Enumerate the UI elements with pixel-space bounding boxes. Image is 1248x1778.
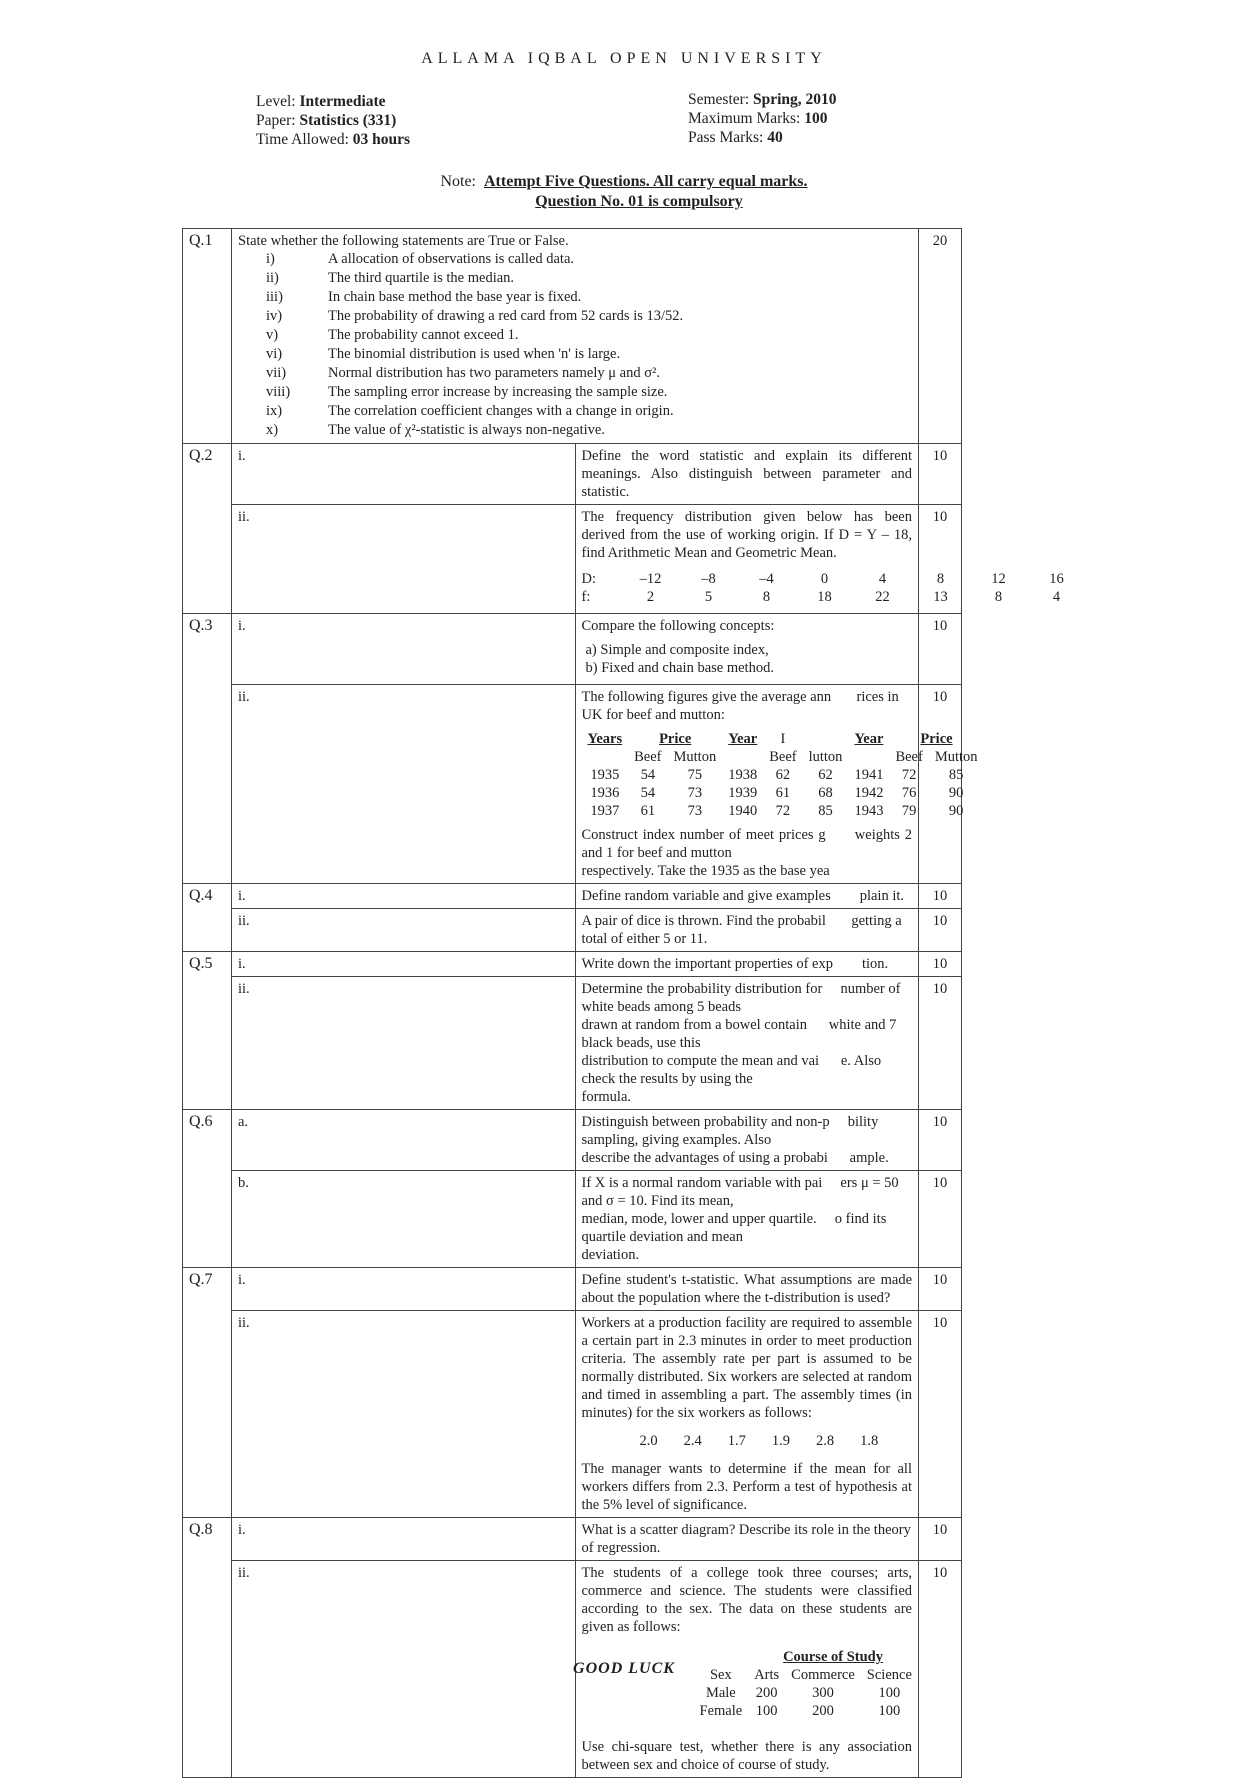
d-value: 16 bbox=[1049, 571, 1064, 587]
price-cell: 1940 bbox=[728, 803, 758, 819]
price-cell: 61 bbox=[775, 785, 791, 801]
paper-value: Statistics (331) bbox=[299, 112, 397, 129]
d-value: –12 bbox=[639, 571, 662, 587]
part-label: ii. bbox=[232, 1311, 576, 1518]
course-cell: Male bbox=[705, 1685, 736, 1701]
marks: 10 bbox=[919, 884, 962, 909]
part-label: i. bbox=[232, 1518, 576, 1561]
question-number: Q.6 bbox=[183, 1110, 232, 1268]
max-marks-label: Maximum Marks: bbox=[688, 110, 805, 127]
marks: 10 bbox=[919, 444, 962, 505]
course-cell: Female bbox=[699, 1703, 743, 1719]
part-body bbox=[575, 1110, 919, 1171]
statement-number: viii) bbox=[266, 384, 291, 400]
price-cell: 79 bbox=[901, 803, 917, 819]
question-row-5ii bbox=[183, 977, 962, 1110]
part-label: ii. bbox=[232, 977, 576, 1110]
question-number: Q.8 bbox=[183, 1518, 232, 1778]
f-label: f: bbox=[581, 589, 591, 605]
course-cell: 200 bbox=[812, 1703, 834, 1719]
assembly-time-value: 2.8 bbox=[816, 1433, 835, 1449]
statement-text: In chain base method the base year is fixed. bbox=[328, 289, 582, 305]
level-label: Level: bbox=[256, 93, 300, 110]
part-body bbox=[575, 614, 919, 685]
part-text-right: rices in UK for beef and mutton: bbox=[581, 689, 899, 723]
col-mutton-3: Mutton bbox=[934, 749, 978, 765]
question-row-7ii bbox=[183, 1311, 962, 1518]
price-cell: 1938 bbox=[728, 767, 758, 783]
assembly-time-value: 1.9 bbox=[771, 1433, 790, 1449]
pass-marks-label: Pass Marks: bbox=[688, 129, 768, 146]
line-2-right: white and 7 black beads, use this bbox=[581, 1017, 897, 1051]
statement-text: The sampling error increase by increasing the sample size. bbox=[328, 384, 668, 400]
price-cell: 85 bbox=[948, 767, 964, 783]
col-price-2-cut: I bbox=[780, 731, 786, 747]
price-cell: 76 bbox=[901, 785, 917, 801]
marks: 10 bbox=[919, 909, 962, 952]
price-cell: 75 bbox=[687, 767, 703, 783]
part-body bbox=[575, 1171, 919, 1268]
course-cell: 200 bbox=[755, 1685, 778, 1701]
course-col-header: Arts bbox=[754, 1667, 780, 1683]
note-line-1: Attempt Five Questions. All carry equal marks. bbox=[484, 173, 808, 190]
statement-number: v) bbox=[266, 327, 279, 343]
col-year-3: Year bbox=[854, 731, 884, 747]
line-4: formula. bbox=[581, 1089, 632, 1105]
part-label: ii. bbox=[232, 1561, 576, 1778]
col-mutton-1: Mutton bbox=[673, 749, 717, 765]
part-text-left: Define random variable and give examples bbox=[581, 888, 831, 904]
concept-a: a) Simple and composite index, bbox=[585, 642, 769, 658]
price-cell: 62 bbox=[775, 767, 791, 783]
price-cell: 90 bbox=[948, 785, 964, 801]
line-1-left: If X is a normal random variable with pai bbox=[581, 1175, 823, 1191]
part-body bbox=[575, 977, 919, 1110]
d-value: 4 bbox=[878, 571, 887, 587]
assembly-times bbox=[640, 1432, 913, 1450]
price-cell: 68 bbox=[818, 785, 833, 801]
statement-text: A allocation of observations is called data. bbox=[328, 251, 575, 267]
part-text-left: The following figures give the average ann bbox=[581, 689, 832, 705]
statement-text: The binomial distribution is used when 'n' is large. bbox=[328, 346, 621, 362]
part-text: What is a scatter diagram? Describe its role in the theory of regression. bbox=[575, 1518, 919, 1561]
statement-number: ix) bbox=[266, 403, 283, 419]
marks: 10 bbox=[919, 977, 962, 1110]
statement-list bbox=[266, 250, 912, 440]
note-label: Note: bbox=[440, 173, 476, 190]
note-line-2: Question No. 01 is compulsory bbox=[535, 193, 743, 210]
course-row bbox=[694, 1684, 918, 1702]
price-cell: 90 bbox=[948, 803, 964, 819]
line-2-left: median, mode, lower and upper quartile. bbox=[581, 1211, 817, 1227]
course-cell: 100 bbox=[755, 1703, 778, 1719]
part-label: i. bbox=[232, 952, 576, 977]
question-text: State whether the following statements are True or False. bbox=[238, 233, 569, 249]
part-label: ii. bbox=[232, 505, 576, 614]
statement-number: x) bbox=[266, 422, 279, 438]
part-text-2-left: Construct index number of meet prices g bbox=[581, 827, 826, 843]
price-cell: 1937 bbox=[590, 803, 620, 819]
line-1-right: bility sampling, giving examples. Also bbox=[581, 1114, 879, 1148]
question-row-4i bbox=[183, 884, 962, 909]
line-3: deviation. bbox=[581, 1247, 640, 1263]
question-body bbox=[232, 229, 919, 444]
time-label: Time Allowed: bbox=[256, 131, 353, 148]
part-text-2: The manager wants to determine if the mean for all workers differs from 2.3. Perform a test of hypothesis at the 5% level of significance. bbox=[581, 1461, 912, 1513]
statement-text: Normal distribution has two parameters namely μ and σ². bbox=[328, 365, 661, 381]
line-1-left: Distinguish between probability and non-p bbox=[581, 1114, 830, 1130]
d-value: –8 bbox=[701, 571, 716, 587]
line-2-right: o find its quartile deviation and mean bbox=[581, 1211, 887, 1245]
part-text-right: tion. bbox=[861, 956, 889, 972]
d-value: 12 bbox=[991, 571, 1006, 587]
part-text-2-right: weights 2 and 1 for beef and mutton bbox=[581, 827, 913, 861]
course-row bbox=[694, 1702, 918, 1720]
price-cell: 54 bbox=[640, 785, 656, 801]
price-cell: 72 bbox=[775, 803, 791, 819]
footer-good-luck: GOOD LUCK bbox=[573, 1660, 675, 1677]
price-cell: 73 bbox=[687, 785, 703, 801]
assembly-time-value: 2.0 bbox=[639, 1433, 658, 1449]
statement-number: vi) bbox=[266, 346, 283, 362]
part-label: i. bbox=[232, 884, 576, 909]
max-marks-value: 100 bbox=[804, 110, 828, 127]
price-cell: 62 bbox=[818, 767, 833, 783]
statement-number: i) bbox=[266, 251, 275, 267]
f-value: 18 bbox=[817, 589, 832, 605]
question-row-6a bbox=[183, 1110, 962, 1171]
course-cell: 100 bbox=[878, 1685, 901, 1701]
question-row-2ii bbox=[183, 505, 962, 614]
university-name: ALLAMA IQBAL OPEN UNIVERSITY bbox=[421, 50, 827, 67]
part-text-right: getting a total of either 5 or 11. bbox=[581, 913, 902, 947]
statement-text: The probability cannot exceed 1. bbox=[328, 327, 519, 343]
course-table bbox=[694, 1648, 918, 1720]
part-body bbox=[575, 1311, 919, 1518]
f-value: 4 bbox=[1052, 589, 1061, 605]
statement-text: The value of χ²-statistic is always non-negative. bbox=[328, 422, 605, 438]
pass-marks-value: 40 bbox=[767, 129, 783, 146]
line-2-left: describe the advantages of using a probabi bbox=[581, 1150, 828, 1166]
marks: 10 bbox=[919, 685, 962, 884]
marks: 10 bbox=[919, 1171, 962, 1268]
line-1-right: number of white beads among 5 beads bbox=[581, 981, 901, 1015]
col-price-1: Price bbox=[659, 731, 692, 747]
part-text: Define student's t-statistic. What assumptions are made about the population where the t-distribution is used? bbox=[575, 1268, 919, 1311]
part-label: i. bbox=[232, 1268, 576, 1311]
part-label: ii. bbox=[232, 685, 576, 884]
statement-number: iv) bbox=[266, 308, 283, 324]
assembly-time-value: 1.8 bbox=[860, 1433, 879, 1449]
part-text-3: respectively. Take the 1935 as the base yea bbox=[581, 863, 830, 879]
part-text: Compare the following concepts: bbox=[581, 618, 775, 634]
assembly-time-value: 2.4 bbox=[683, 1433, 702, 1449]
part-text-left: A pair of dice is thrown. Find the probabil bbox=[581, 913, 826, 929]
question-row-3i bbox=[183, 614, 962, 685]
col-years: Years bbox=[587, 731, 623, 747]
col-year-2: Year bbox=[728, 731, 758, 747]
price-cell: 61 bbox=[640, 803, 656, 819]
d-value: –4 bbox=[759, 571, 774, 587]
price-cell: 1936 bbox=[590, 785, 620, 801]
line-3-right: e. Also check the results by using the bbox=[581, 1053, 882, 1087]
d-values-row bbox=[581, 570, 1064, 588]
part-text: Workers at a production facility are required to assemble a certain part in 2.3 minutes in order to meet production criteria. The assembly rate per part is assumed to be normally distributed. Six workers are selected at random and timed in assembling a part. The assembly times (in minutes) for the six workers as follows: bbox=[581, 1315, 912, 1421]
question-number: Q.1 bbox=[183, 229, 232, 444]
statement-number: vii) bbox=[266, 365, 287, 381]
price-cell: 1935 bbox=[590, 767, 620, 783]
marks: 10 bbox=[919, 1518, 962, 1561]
statement-text: The probability of drawing a red card from 52 cards is 13/52. bbox=[328, 308, 684, 324]
col-beef-3: Beef bbox=[895, 749, 923, 765]
f-value: 5 bbox=[704, 589, 713, 605]
marks: 10 bbox=[919, 1268, 962, 1311]
question-number: Q.7 bbox=[183, 1268, 232, 1518]
marks: 10 bbox=[919, 1110, 962, 1171]
course-col-header: Sex bbox=[709, 1667, 732, 1683]
part-text: The students of a college took three courses; arts, commerce and science. The students were classified according to the sex. The data on these students are given as follows: bbox=[581, 1565, 912, 1635]
price-cell: 72 bbox=[901, 767, 917, 783]
statement-number: iii) bbox=[266, 289, 283, 305]
line-2-right: ample. bbox=[849, 1150, 889, 1166]
part-text: Define the word statistic and explain its different meanings. Also distinguish between parameter and statistic. bbox=[575, 444, 919, 505]
marks: 10 bbox=[919, 505, 962, 614]
f-value: 8 bbox=[762, 589, 771, 605]
semester-value: Spring, 2010 bbox=[753, 91, 837, 108]
level-value: Intermediate bbox=[299, 93, 386, 110]
paper-info-right bbox=[688, 90, 837, 147]
question-row-7i bbox=[183, 1268, 962, 1311]
part-label: i. bbox=[232, 444, 576, 505]
price-cell: 1939 bbox=[728, 785, 758, 801]
part-text-2: Use chi-square test, whether there is any association between sex and choice of course of study. bbox=[581, 1739, 912, 1773]
part-label: b. bbox=[232, 1171, 576, 1268]
paper-info-left bbox=[256, 92, 410, 149]
col-price-3: Price bbox=[920, 731, 953, 747]
part-text-left: Write down the important properties of exp bbox=[581, 956, 833, 972]
course-heading: Course of Study bbox=[783, 1649, 883, 1665]
marks: 10 bbox=[919, 952, 962, 977]
statement-number: ii) bbox=[266, 270, 279, 286]
col-beef-1: Beef bbox=[634, 749, 662, 765]
time-value: 03 hours bbox=[352, 131, 411, 148]
question-row-8i bbox=[183, 1518, 962, 1561]
question-row-3ii bbox=[183, 685, 962, 884]
concept-list bbox=[586, 641, 913, 677]
question-table bbox=[182, 228, 1064, 1778]
f-value: 2 bbox=[646, 589, 655, 605]
semester-label: Semester: bbox=[688, 91, 753, 108]
marks: 10 bbox=[919, 1311, 962, 1518]
line-3-left: distribution to compute the mean and vai bbox=[581, 1053, 820, 1069]
marks: 10 bbox=[919, 614, 962, 685]
statement-text: The third quartile is the median. bbox=[328, 270, 515, 286]
question-number: Q.3 bbox=[183, 614, 232, 884]
course-col-header: Commerce bbox=[791, 1667, 855, 1683]
line-2-left: drawn at random from a bowel contain bbox=[581, 1017, 807, 1033]
d-value: 8 bbox=[936, 571, 945, 587]
part-label: i. bbox=[232, 614, 576, 685]
marks: 20 bbox=[919, 229, 962, 444]
question-number: Q.4 bbox=[183, 884, 232, 952]
d-value: 0 bbox=[820, 571, 829, 587]
part-text: The frequency distribution given below has been derived from the use of working origin. If D = Y – 18, find Arithmetic Mean and Geometric Mean. bbox=[581, 509, 912, 561]
question-row-2i bbox=[183, 444, 962, 505]
price-cell: 85 bbox=[818, 803, 833, 819]
f-value: 8 bbox=[994, 589, 1003, 605]
assembly-time-value: 1.7 bbox=[727, 1433, 746, 1449]
f-values-row bbox=[581, 588, 1061, 606]
price-cell: 1942 bbox=[854, 785, 884, 801]
f-value: 13 bbox=[933, 589, 948, 605]
col-beef-2: Beef bbox=[769, 749, 797, 765]
course-col-header: Science bbox=[866, 1667, 912, 1683]
question-row-1 bbox=[183, 229, 962, 444]
part-label: ii. bbox=[232, 909, 576, 952]
question-row-6b bbox=[183, 1171, 962, 1268]
concept-b: b) Fixed and chain base method. bbox=[585, 660, 774, 676]
price-cell: 54 bbox=[640, 767, 656, 783]
marks: 10 bbox=[919, 1561, 962, 1778]
paper-label: Paper: bbox=[256, 112, 300, 129]
statement-text: The correlation coefficient changes with a change in origin. bbox=[328, 403, 674, 419]
question-row-4ii bbox=[183, 909, 962, 952]
course-cell: 300 bbox=[812, 1685, 834, 1701]
question-number: Q.5 bbox=[183, 952, 232, 1110]
price-cell: 1943 bbox=[854, 803, 884, 819]
col-mutton-2: lutton bbox=[808, 749, 843, 765]
price-cell: 1941 bbox=[854, 767, 884, 783]
price-cell: 73 bbox=[687, 803, 703, 819]
part-label: a. bbox=[232, 1110, 576, 1171]
line-1-left: Determine the probability distribution for bbox=[581, 981, 823, 997]
line-1-right: ers μ = 50 and σ = 10. Find its mean, bbox=[581, 1175, 899, 1209]
question-row-5i bbox=[183, 952, 962, 977]
question-number: Q.2 bbox=[183, 444, 232, 614]
f-value: 22 bbox=[875, 589, 890, 605]
part-text-right: plain it. bbox=[859, 888, 905, 904]
course-cell: 100 bbox=[878, 1703, 901, 1719]
instructions-note bbox=[0, 172, 1248, 212]
d-label: D: bbox=[581, 571, 596, 587]
